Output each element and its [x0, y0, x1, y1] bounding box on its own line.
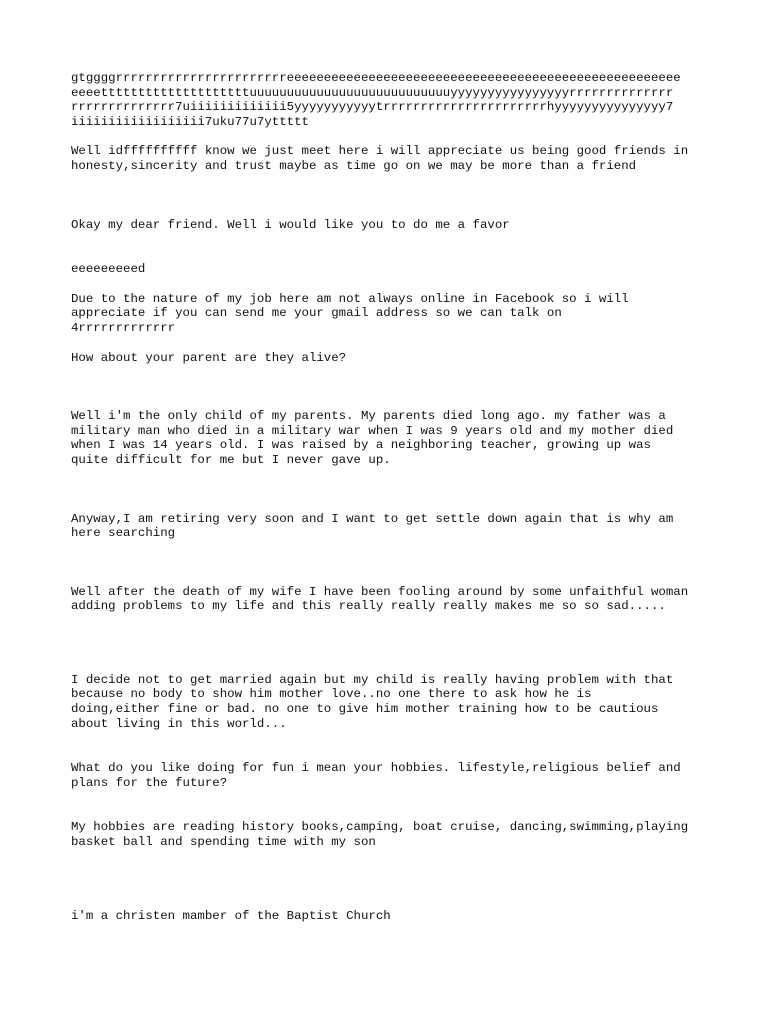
paragraph-2: Well idffffffffff know we just meet here i will appreciate us being good friends in honesty,sincerity and trust maybe as time go on we may be more than a friend	[71, 144, 689, 173]
paragraph-4: eeeeeeeeed	[71, 262, 146, 277]
paragraph-8: Anyway,I am retiring very soon and I want to get settle down again that is why am here searching	[71, 511, 674, 541]
paragraph-11: What do you like doing for fun i mean your hobbies. lifestyle,religious belief and plans for the future?	[71, 761, 681, 790]
paragraph-6: How about your parent are they alive?	[71, 350, 347, 365]
paragraph-5: Due to the nature of my job here am not always online in Facebook so i will appreciate if you can send me your gmail address so we can talk on 4rrrrrrrrrrrrr	[71, 291, 629, 335]
document-page	[71, 71, 711, 923]
paragraph-3: Okay my dear friend. Well i would like you to do me a favor	[71, 217, 510, 232]
paragraph-1: gtggggrrrrrrrrrrrrrrrrrrrrrrreeeeeeeeeeeeeeeeeeeeeeeeeeeeeeeeeeeeeeeeeeeeeeeeeeeee eeeettttttttttttttttttttuuuuuuuuuuuuuuuuuuuuuuuuuuuyyyyyyyyyyyyyyyyrrrrrrrrrrrrrr rrrrrrrrrrrrrr7uiiiiiiiiiiiii5yyyyyyyyyyytrrrrrrrrrrrrrrrrrrrrrrhyyyyyyyyyyyyyyy7 iiiiiiiiiiiiiiiiii7uku77u7yttttt	[71, 71, 681, 129]
paragraph-13: i'm a christen mamber of the Baptist Church	[71, 908, 391, 923]
paragraph-9: Well after the death of my wife I have been fooling around by some unfaithful woman adding problems to my life and this really really really makes me so so sad.....	[71, 584, 689, 614]
paragraph-12: My hobbies are reading history books,camping, boat cruise, dancing,swimming,playing basket ball and spending time with my son	[71, 820, 689, 850]
paragraph-7: Well i'm the only child of my parents. My parents died long ago. my father was a military man who died in a military war when I was 9 years old and my mother died when I was 14 years old. I was raised by a neighboring teacher, growing up was quite difficult for me but I never gave up.	[71, 409, 674, 467]
paragraph-10: I decide not to get married again but my child is really having problem with that because no body to show him mother love..no one there to ask how he is doing,either fine or bad. no one to give him mother training how to be cautious about living in this world...	[71, 672, 674, 731]
